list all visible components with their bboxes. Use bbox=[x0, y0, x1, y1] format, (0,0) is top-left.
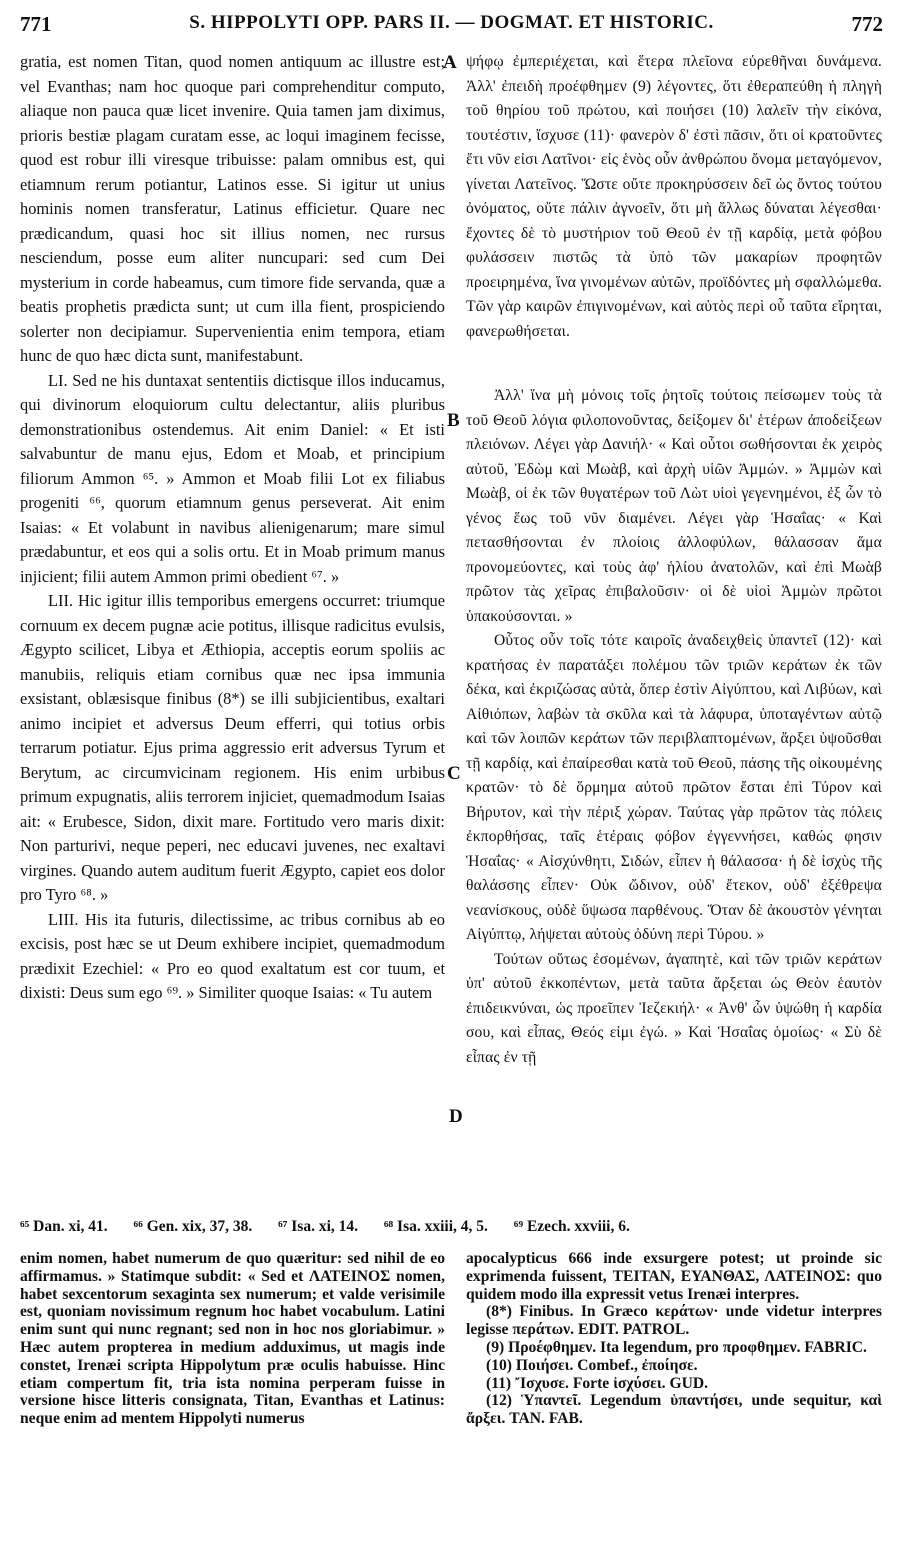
latin-paragraph: LII. Hic igitur illis temporibus emergens occurret: triumque cornuum ex decem pugnæ acie potitus, illisque radicitus evulsis, Ægypto scilicet, Libya et Æthiopia, acceptis eorum spoliis ac manubiis, reliquis etiam cornibus quæ nec ipsa immunia exsistant, oblæsisque finibus (8*) se illi subjicientibus, exaltari animo incipiet et adversus Deum efferri, qui totius orbis terrarum potiatur. Ejus prima aggressio erit adversus Tyrum et Berytum, ac circumvicinam regionem. His enim urbibus primum expugnatis, aliis terrorem injiciet, quemadmodum Isaias ait: « Erubesce, Sidon, dixit mare. Fortitudo vero maris dixit: Non parturivi, neque peperi, nec educavi juvenes, nec exaltavi virgines. Quando autem auditum fuerit Ægypto, capiet eos dolor pro Tyro ⁶⁸. » bbox=[20, 591, 445, 904]
greek-paragraph: Οὗτος οὖν τοῖς τότε καιροῖς ἀναδειχθεὶς ὑπαντεῖ (12)· καὶ κρατήσας ἐν παρατάξει πολέμου τῶν τριῶν κεράτων ἐκ τῶν δέκα, καὶ ἐκριζώσας αὐτὰ, ὅπερ ἐστὶν Αἰγύπτου, καὶ Λιβύων, καὶ Αἰθιόπων, λαβὼν τὰ σκῦλα καὶ τὰ λάφυρα, ὑποταγέντων αὐτῷ καὶ τῶν λοιπῶν κεράτων τῶν περιβλαπτομένων, ἄρξει ὑψοῦσθαι τῇ καρδίᾳ, καὶ ἐπαίρεσθαι κατὰ τοῦ Θεοῦ, πάσης τῆς οἰκουμένης κρατῶν· τὸ δὲ ὅρμημα αὐτοῦ πρῶτον ἔσται ἐπὶ Τύρον καὶ Βήρυτον, καὶ τὴν πέριξ χώραν. Ταύτας γὰρ πρῶτον τὰς πόλεις ἐκπορθήσας, ταῖς ἑτέραις φόβον ἐγγεννήσει, καθώς φησιν Ἡσαΐας· « Αἰσχύνθητι, Σιδών, εἶπεν ἡ θάλασσα· ἡ δὲ ἰσχὺς τῆς θαλάσσης εἶπεν· Οὐκ ὤδινον, οὐδ' ἔτεκον, οὐδ' ἐξέθρεψα νεανίσκους, οὐδὲ ὕψωσα παρθένους. Ὅταν δὲ ἀκουστὸν γένηται Αἰγύπτῳ, λήψεται αὐτοὺς ὀδύνη περὶ Τύρου. » bbox=[466, 632, 882, 943]
left-page-number: 771 bbox=[20, 12, 52, 36]
margin-letter-b: B bbox=[447, 410, 460, 431]
scripture-ref: ⁶⁷ Isa. xi, 14. bbox=[278, 1218, 359, 1235]
notes-left-column bbox=[20, 1250, 445, 1480]
notes-right-column bbox=[466, 1250, 882, 1480]
right-page-number: 772 bbox=[851, 12, 883, 36]
footnote-9: (9) Προέφθημεν. Ita legendum, pro προφθημεν. FABRIC. bbox=[486, 1338, 867, 1356]
scripture-ref: ⁶⁹ Ezech. xxviii, 6. bbox=[513, 1218, 630, 1235]
greek-column bbox=[466, 50, 882, 1215]
scripture-references bbox=[20, 1218, 885, 1236]
latin-paragraph: LI. Sed ne his duntaxat sententiis dictisque illos inducamus, qui divinorum eloquiorum cultu delectantur, aliis pluribus demonstrationibus ostendemus. Ait enim Daniel: « Et isti salvabuntur de manu ejus, Edom et Moab, et principium filiorum Ammon ⁶⁵. » Ammon et Moab filii Lot ex filiabus progeniti ⁶⁶, quorum etiamnum genus perseverat. Ait enim Isaias: « Et volabunt in navibus alienigenarum; mare simul prædabuntur, et eos qui a solis ortu. Et in Moab primum manus injicient; filii autem Ammon primi obedient ⁶⁷. » bbox=[20, 370, 445, 586]
footnote-8: (8*) Finibus. In Græco κεράτων· unde videtur interpres legisse περάτων. EDIT. PATROL. bbox=[466, 1303, 882, 1339]
latin-paragraph: LIII. His ita futuris, dilectissime, ac tribus cornibus ab eo excisis, post hæc se ut Deum exhibere incipiet, quemadmodum prædixit Ezechiel: « Pro eo quod exaltatum est cor tuum, et dixisti: Deus sum ego ⁶⁹. » Similiter quoque Isaias: « Tu autem bbox=[20, 909, 445, 1002]
note-paragraph: enim nomen, habet numerum de quo quæritur: sed nihil de eo affirmamus. » Statimque subdit: « Sed et ΛΑΤΕΙΝΟΣ nomen, habet sexcentorum sexaginta sex numerum; et valde verisimile est, quoniam novissimum regnum hoc habet vocabulum. Latini enim sunt qui nunc regnant; sed non in hoc nos gloriabimur. » Hæc autem propterea in medium adduximus, ut magis inde constet, Irenæi scripta Hippolytum præ oculis habuisse. Hinc etiam compertum fit, tria ista nomina perperam fuisse in versione hisce litteris consignata, Titan, Evanthas et Latinus: neque enim ad mentem Hippolyti numerus bbox=[20, 1250, 445, 1428]
scripture-ref: ⁶⁸ Isa. xxiii, 4, 5. bbox=[383, 1218, 488, 1235]
greek-paragraph: ψήφῳ ἐμπεριέχεται, καὶ ἕτερα πλεῖονα εὑρεθῆναι δυνάμενα. Ἀλλ' ἐπειδὴ προέφθημεν (9) λέγοντες, ὅτι ἐθεραπεύθη ἡ πληγὴ τοῦ θηρίου τοῦ πρώτου, καὶ ποιήσει (10) λαλεῖν τὴν εἰκόνα, τουτέστιν, ἴσχυσε (11)· φανερὸν δ' ἐστὶ πᾶσιν, ὅτι οἱ κρατοῦντες ἔτι νῦν εἰσι Λατῖνοι· εἰς ἑνὸς οὖν ἀνθρώπου ὄνομα μεταγόμενον, γίνεται Λατεῖνος. Ὥστε οὔτε προκηρύσσειν δεῖ ὡς ὄντος τούτου ὀνόματος, οὔτε πάλιν ἀγνοεῖν, ὅτι μὴ ἄλλως δύναται λέγεσθαι· ἔχοντες δὲ τὸ μυστήριον τοῦ Θεοῦ ἐν τῇ καρδίᾳ, μετὰ φόβου φυλάσσειν πιστῶς τὰ ὑπὸ τῶν μακαρίων προφητῶν προειρημένα, ἵνα γινομένων αὐτῶν, προϊδόντες μὴ σφαλλώμεθα. Τῶν γὰρ καιρῶν ἐπιγινομένων, καὶ αὐτὸς περὶ οὗ ταῦτα εἴρηται, φανερωθήσεται. bbox=[466, 53, 882, 340]
scripture-ref: ⁶⁶ Gen. xix, 37, 38. bbox=[133, 1218, 253, 1235]
page-header bbox=[20, 6, 883, 38]
margin-letter-d: D bbox=[449, 1106, 463, 1127]
note-paragraph: apocalypticus 666 inde exsurgere potest; ut proinde sic exprimenda fuissent, ΤΕΙΤΑΝ, ΕΥΑΝΘΑΣ, ΛΑΤΕΙΝΟΣ: quo quidem modo illa expressit vetus Irenæi interpres. bbox=[466, 1250, 882, 1303]
latin-column bbox=[20, 50, 445, 1215]
latin-paragraph: gratia, est nomen Titan, quod nomen antiquum ac illustre est; vel Evanthas; nam hoc quoque pari comprehenditur computo, aliaque non pauca quæ licet invenire. Quia tamen jam diximus, prioris bestiæ plagam curatam esse, ac loqui imaginem fecisse, quod est robur illi viresque tribuisse: palam omnibus est, qui etiamnum rerum potiantur, Latinos esse. Si igitur ut unius hominis nomen transferatur, Latinus efficietur. Quare nec prædicandum, quasi hoc sit illius nomen, nec rursus nesciendum, posse eum aliter nuncupari: sed cum Dei mysterium in corde habeamus, cum timore fide servanda, quæ a beatis prophetis prædicta sunt; ut cum illa fient, prospiciendo solerter non decipiamur. Supervenientia enim tempora, etiam hunc de quo hæc dicta sunt, manifestabunt. bbox=[20, 52, 445, 365]
margin-letter-a: A bbox=[443, 52, 457, 73]
greek-paragraph: Ἀλλ' ἵνα μὴ μόνοις τοῖς ῥητοῖς τούτοις πείσωμεν τοὺς τὰ τοῦ Θεοῦ λόγια φιλοπονοῦντας, δείξομεν δι' ἑτέρων ἀποδείξεων πλειόνων. Λέγει γὰρ Δανιήλ· « Καὶ οὗτοι σωθήσονται ἐκ χειρὸς αὐτοῦ, Ἐδὼμ καὶ Μωὰβ, καὶ ἀρχὴ υἱῶν Ἀμμών. » Ἀμμὼν καὶ Μωὰβ, οἱ ἐκ τῶν θυγατέρων τοῦ Λὼτ υἱοὶ γεγενημένοι, ἐξ ὧν τὸ γένος ἕως τοῦ νῦν διαμένει. Λέγει γὰρ Ἡσαΐας· « Καὶ πετασθήσονται ἐν πλοίοις ἀλλοφύλων, θάλασσαν ἅμα προνομεύοντες, καὶ τοὺς ἀφ' ἡλίου ἀνατολῶν, καὶ ἐπὶ Μωὰβ πρῶτον τὰς χεῖρας ἐπιβαλοῦσιν· οἱ δὲ υἱοὶ Ἀμμὼν πρῶτοι ὑπακούσονται. » bbox=[466, 387, 882, 625]
footnote-12: (12) Ὑπαντεῖ. Legendum ὑπαντήσει, unde sequitur, καὶ ἄρξει. TAN. FAB. bbox=[466, 1392, 882, 1428]
scripture-ref: ⁶⁵ Dan. xi, 41. bbox=[20, 1218, 108, 1235]
running-title: S. HIPPOLYTI OPP. PARS II. — DOGMAT. ET HISTORIC. bbox=[189, 12, 714, 33]
footnote-11: (11) Ἴσχυσε. Forte ἰσχύσει. GUD. bbox=[486, 1374, 709, 1392]
greek-paragraph: Τούτων οὕτως ἐσομένων, ἀγαπητὲ, καὶ τῶν τριῶν κεράτων ὑπ' αὐτοῦ ἐκκοπέντων, μετὰ ταῦτα ἄρξεται ὡς Θεὸν ἑαυτὸν ἐπιδεικνύναι, ὡς προεῖπεν Ἰεζεκιήλ· « Ἀνθ' ὧν ὑψώθη ἡ καρδία σου, καὶ εἶπας, Θεός εἰμι ἐγώ. » Καὶ Ἡσαΐας ὁμοίως· « Σὺ δὲ εἶπας ἐν τῇ bbox=[466, 950, 882, 1066]
footnote-10: (10) Ποιήσει. Combef., ἐποίησε. bbox=[486, 1356, 698, 1374]
margin-letter-c: C bbox=[447, 763, 461, 784]
